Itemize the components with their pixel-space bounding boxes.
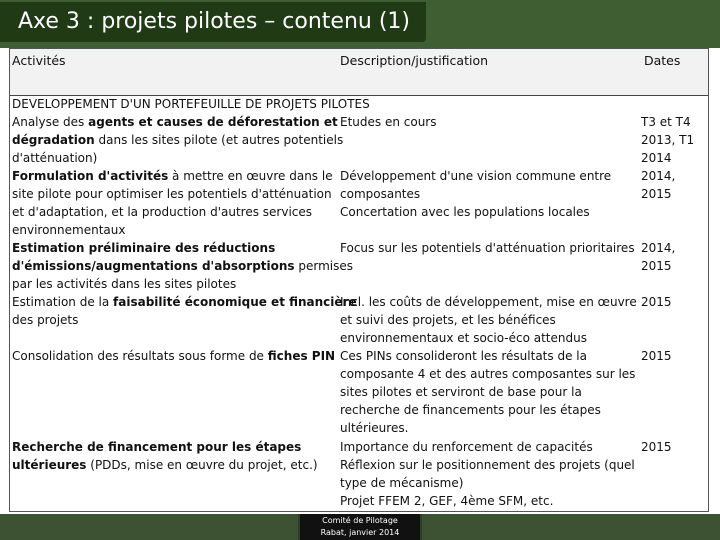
activity-line: Estimation de la faisabilité économique et financière: [12, 295, 357, 309]
date-line: 2013, T1: [641, 133, 695, 147]
date-line: 2015: [641, 440, 672, 454]
table-header-band: [10, 73, 708, 96]
slide-title: Axe 3 : projets pilotes – contenu (1): [0, 2, 426, 42]
header-activities: Activités: [12, 53, 66, 68]
activity-line: site pilote pour optimiser les potentiels d'atténuation: [12, 187, 332, 201]
activity-line: d'émissions/augmentations d'absorptions permises: [12, 259, 354, 273]
activity-line: Consolidation des résultats sous forme de fiches PIN: [12, 349, 336, 363]
description-line: Développement d'une vision commune entre: [340, 169, 612, 183]
description-line: recherche de financements pour les étapes: [340, 403, 601, 417]
header-dates: Dates: [644, 53, 681, 68]
description-line: type de mécanisme): [340, 476, 464, 490]
activity-line: Formulation d'activités à mettre en œuvre dans le: [12, 169, 333, 183]
activity-line: par les activités dans les sites pilotes: [12, 277, 237, 291]
description-line: composantes: [340, 187, 421, 201]
activity-line: Recherche de financement pour les étapes: [12, 440, 302, 454]
activity-line: Analyse des agents et causes de déforestation et: [12, 115, 338, 129]
footer-band-right: [422, 514, 720, 540]
date-line: 2015: [641, 187, 672, 201]
date-line: 2014: [641, 151, 672, 165]
title-bar: [0, 0, 720, 48]
activity-line: d'atténuation): [12, 151, 98, 165]
footer-line-1: Comité de Pilotage: [322, 516, 398, 525]
description-line: Importance du renforcement de capacités: [340, 440, 593, 454]
description-line: Concertation avec les populations locales: [340, 205, 590, 219]
description-line: ultérieures.: [340, 421, 409, 435]
activity-line: ultérieures (PDDs, mise en œuvre du projet, etc.): [12, 458, 318, 472]
footer-band-left: [0, 514, 298, 540]
description-line: composante 4 et des autres composantes sur les: [340, 367, 636, 381]
description-line: sites pilotes et serviront de base pour la: [340, 385, 582, 399]
activity-line: environnementaux: [12, 223, 126, 237]
footer-bar: [0, 514, 720, 540]
description-line: Etudes en cours: [340, 115, 437, 129]
section-heading: DEVELOPPEMENT D'UN PORTEFEUILLE DE PROJETS PILOTES: [12, 97, 370, 111]
description-line: Focus sur les potentiels d'atténuation prioritaires: [340, 241, 635, 255]
date-line: 2015: [641, 259, 672, 273]
date-line: 2015: [641, 295, 672, 309]
description-line: et suivi des projets, et les bénéfices: [340, 313, 556, 327]
footer-line-2: Rabat, janvier 2014: [320, 528, 400, 537]
date-line: 2015: [641, 349, 672, 363]
description-line: environnementaux et socio-éco attendus: [340, 331, 587, 345]
description-line: Réflexion sur le positionnement des projets (quel: [340, 458, 635, 472]
description-line: Projet FFEM 2, GEF, 4ème SFM, etc.: [340, 494, 554, 508]
date-line: 2014,: [641, 169, 676, 183]
activity-line: et d'adaptation, et la production d'autres services: [12, 205, 313, 219]
description-line: Incl. les coûts de développement, mise en œuvre: [340, 295, 637, 309]
activity-line: des projets: [12, 313, 79, 327]
footer-caption: [300, 514, 420, 540]
description-line: Ces PINs consolideront les résultats de la: [340, 349, 587, 363]
header-description: Description/justification: [340, 53, 489, 68]
activity-line: Estimation préliminaire des réductions: [12, 241, 276, 255]
activities-table: [9, 48, 709, 512]
date-line: 2014,: [641, 241, 676, 255]
date-line: T3 et T4: [641, 115, 691, 129]
activity-line: dégradation dans les sites pilote (et autres potentiels: [12, 133, 344, 147]
